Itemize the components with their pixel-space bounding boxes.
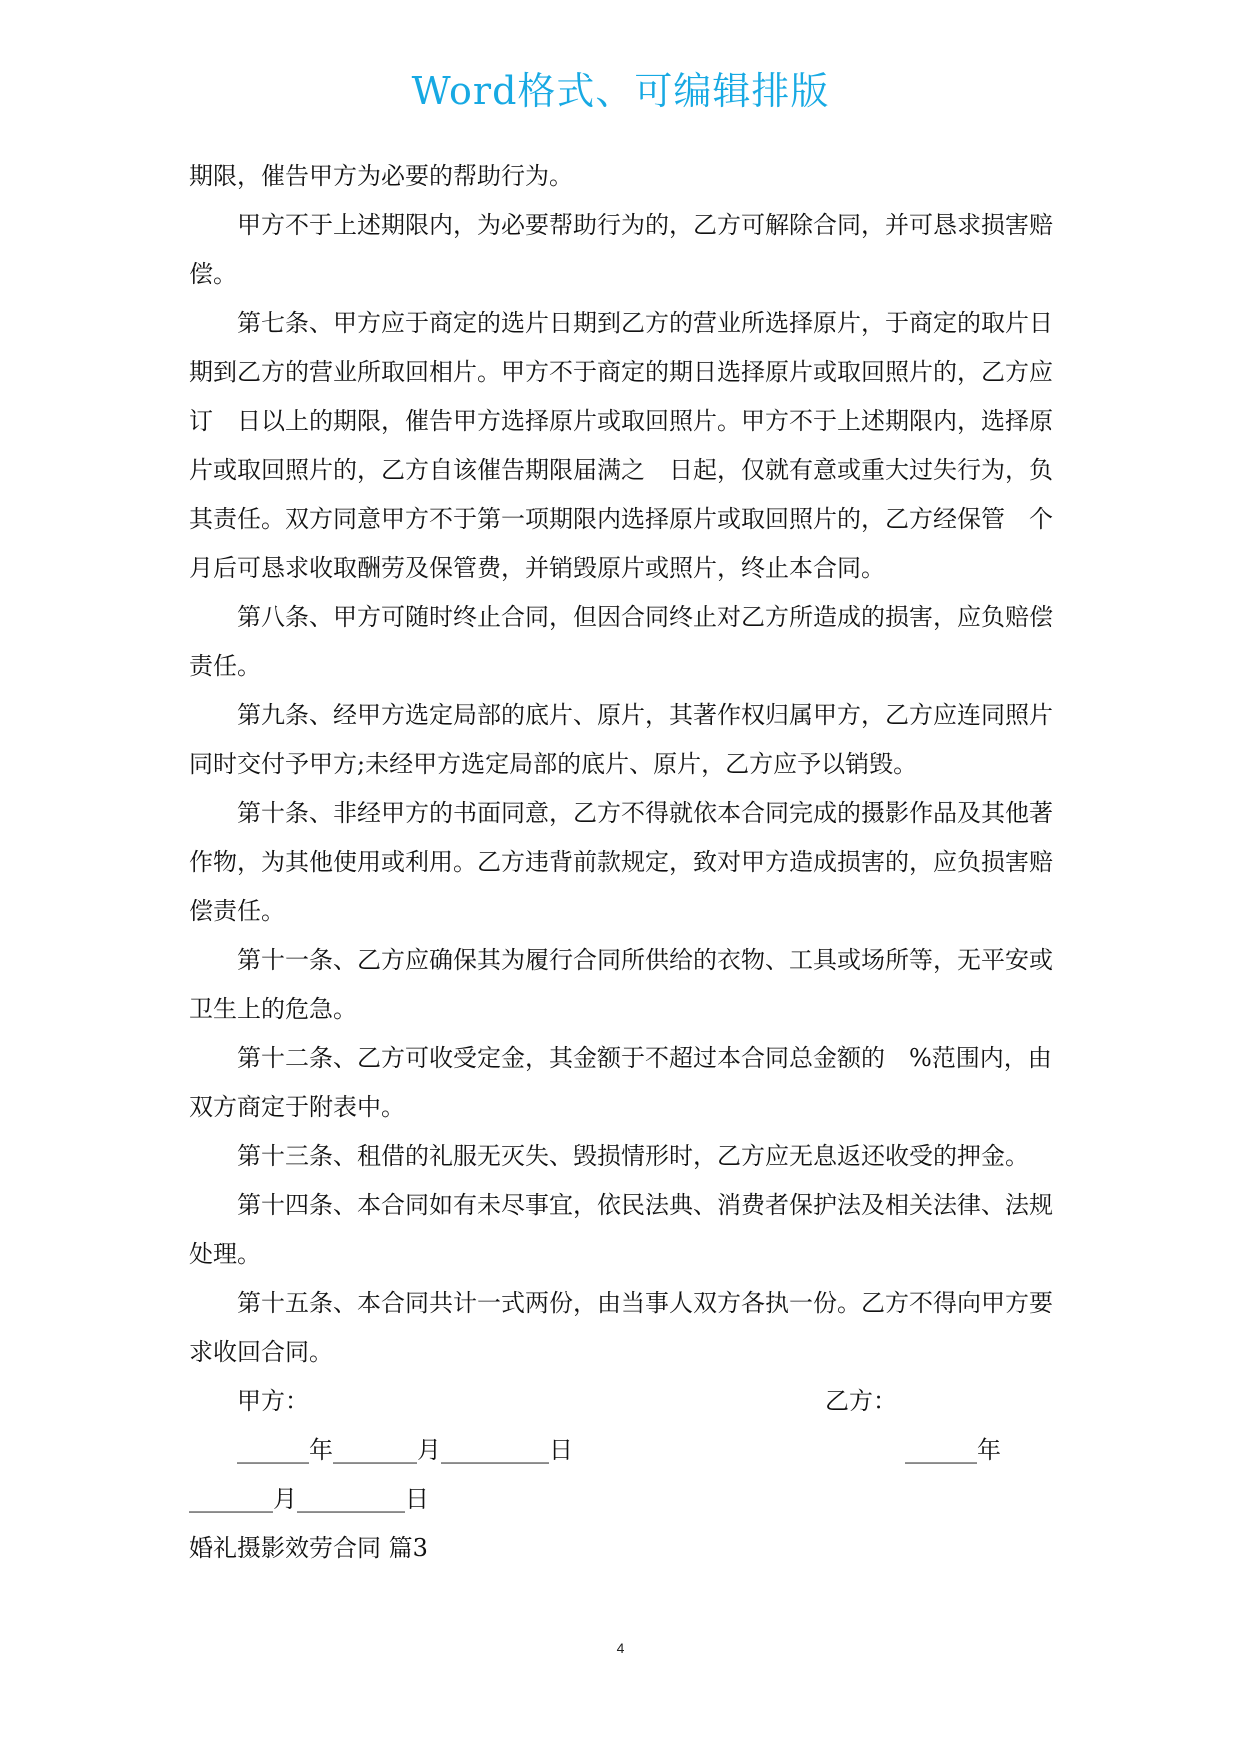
header-title: Word格式、可编辑排版 bbox=[411, 69, 830, 113]
clause-11: 第十一条、乙方应确保其为履行合同所供给的衣物、工具或场所等，无平安或卫生上的危急。 bbox=[189, 946, 1053, 1023]
clause-9: 第九条、经甲方选定局部的底片、原片，其著作权归属甲方，乙方应连同照片同时交付予甲方;未经甲方选定局部的底片、原片，乙方应予以销毁。 bbox=[189, 701, 1053, 778]
clause-14: 第十四条、本合同如有未尽事宜，依民法典、消费者保护法及相关法律、法规处理。 bbox=[189, 1191, 1053, 1268]
section-heading: 婚礼摄影效劳合同 篇3 bbox=[189, 1534, 428, 1562]
clause-13: 第十三条、租借的礼服无灭失、毁损情形时，乙方应无息返还收受的押金。 bbox=[237, 1142, 1029, 1170]
clause-8: 第八条、甲方可随时终止合同，但因合同终止对乙方所造成的损害，应负赔偿责任。 bbox=[189, 603, 1053, 680]
document-body bbox=[189, 152, 1069, 1573]
party-b-label: 乙方： bbox=[825, 1387, 897, 1415]
paragraph: 甲方不于上述期限内，为必要帮助行为的，乙方可解除合同，并可恳求损害赔偿。 bbox=[189, 211, 1053, 288]
clause-12: 第十二条、乙方可收受定金，其金额于不超过本合同总金额的 %范围内，由双方商定于附表中。 bbox=[189, 1044, 1052, 1121]
clause-7: 第七条、甲方应于商定的选片日期到乙方的营业所选择原片，于商定的取片日期到乙方的营业所取回相片。甲方不于商定的期日选择原片或取回照片的，乙方应订 日以上的期限，催告甲方选择原片或取回照片。甲方不于上述期限内，选择原片或取回照片的，乙方自该催告期限届满之 日起，仅就有意或重大过失行为，负其责任。双方同意甲方不于第一项期限内选择原片或取回照片的，乙方经保管 个月后可恳求收取酬劳及保管费，并销毁原片或照片，终止本合同。 bbox=[189, 309, 1053, 582]
party-a-date: ______年_______月_________日 bbox=[237, 1436, 573, 1464]
page-number: 4 bbox=[616, 1640, 625, 1656]
party-b-date-year: ______年 bbox=[905, 1436, 1001, 1464]
signature-labels-row bbox=[189, 1377, 1069, 1426]
clause-10: 第十条、非经甲方的书面同意，乙方不得就依本合同完成的摄影作品及其他著作物，为其他使用或利用。乙方违背前款规定，致对甲方造成损害的，应负损害赔偿责任。 bbox=[189, 799, 1053, 925]
paragraph: 期限，催告甲方为必要的帮助行为。 bbox=[189, 162, 573, 190]
party-a-label: 甲方： bbox=[237, 1387, 309, 1415]
signature-dates-row bbox=[189, 1426, 1069, 1475]
clause-15: 第十五条、本合同共计一式两份，由当事人双方各执一份。乙方不得向甲方要求收回合同。 bbox=[189, 1289, 1053, 1366]
party-b-date-rest: _______月_________日 bbox=[189, 1485, 429, 1513]
